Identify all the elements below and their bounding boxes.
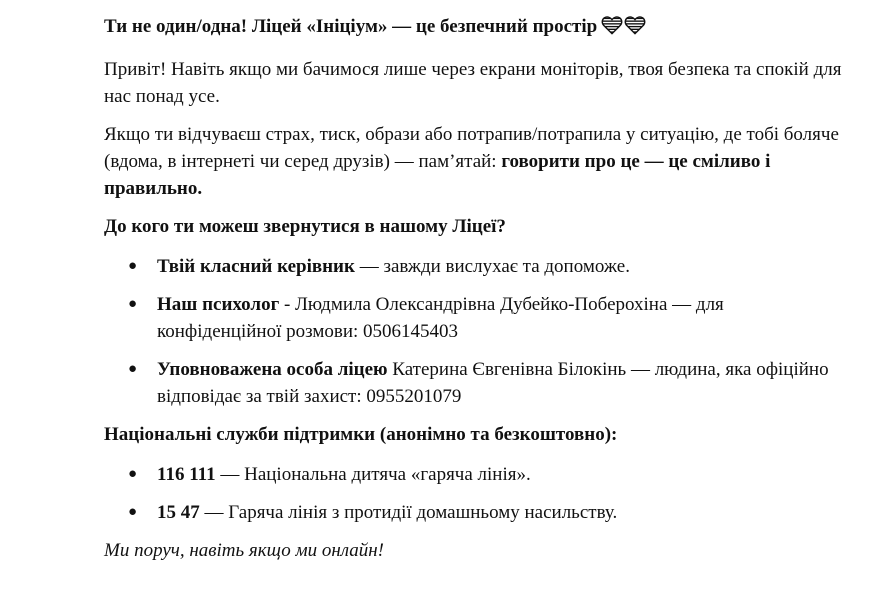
list-item-title: Наш психолог — [157, 294, 280, 315]
document-body — [104, 13, 844, 564]
list-item-title: 15 47 — [157, 502, 200, 523]
closing-line: Ми поруч, навіть якщо ми онлайн! — [104, 540, 385, 561]
bullet-icon: ● — [128, 361, 138, 377]
list-item-domestic-violence-hotline — [104, 499, 844, 526]
national-services-heading: Національні служби підтримки (анонімно та безкоштовно): — [104, 424, 618, 445]
list-item-text: - Людмила Олександрівна Дубейко-Поберохіна — для конфіденційної розмови: 0506145403 — [157, 294, 724, 342]
list-item-text: — Гаряча лінія з протидії домашньому насильству. — [199, 502, 618, 523]
page-title — [104, 13, 844, 43]
national-services-list — [104, 461, 844, 526]
striped-heart-icon — [624, 15, 646, 35]
list-item-authorized-person — [104, 356, 844, 410]
bullet-icon: ● — [128, 504, 138, 520]
list-item-title: Уповноважена особа ліцею — [157, 359, 388, 380]
list-item-text: — завжди вислухає та допоможе. — [354, 256, 630, 277]
list-item-class-teacher — [104, 253, 844, 280]
lyceum-contacts-list — [104, 253, 844, 410]
list-item-title: Твій класний керівник — [157, 256, 355, 277]
advice-text: Якщо ти відчуваєш страх, тиск, образи або потрапив/потрапила у ситуацію, де тобі боляче (вдома, в інтернеті чи серед друзів) — пам’ятай: — [104, 124, 839, 172]
list-item-text: Катерина Євгенівна Білокінь — людина, яка офіційно відповідає за твій захист: 0955201079 — [157, 359, 829, 407]
list-item-text: — Національна дитяча «гаряча лінія». — [215, 464, 531, 485]
list-item-title: 116 111 — [157, 464, 216, 485]
bullet-icon: ● — [128, 296, 138, 312]
bullet-icon: ● — [128, 466, 138, 482]
title-text: Ти не один/одна! Ліцей «Ініціум» — це безпечний простір — [104, 16, 598, 37]
striped-heart-icon — [601, 15, 623, 35]
lyceum-contacts-heading: До кого ти можеш звернутися в нашому Ліцеї? — [104, 216, 506, 237]
list-item-children-hotline — [104, 461, 844, 488]
intro-paragraph: Привіт! Навіть якщо ми бачимося лише через екрани моніторів, твоя безпека та спокій для нас понад усе. — [104, 59, 842, 107]
list-item-psychologist — [104, 291, 844, 345]
hearts-group — [601, 15, 647, 43]
bullet-icon: ● — [128, 258, 138, 274]
advice-paragraph — [104, 121, 844, 202]
advice-emphasis: говорити про це — це сміливо і правильно. — [104, 151, 771, 199]
